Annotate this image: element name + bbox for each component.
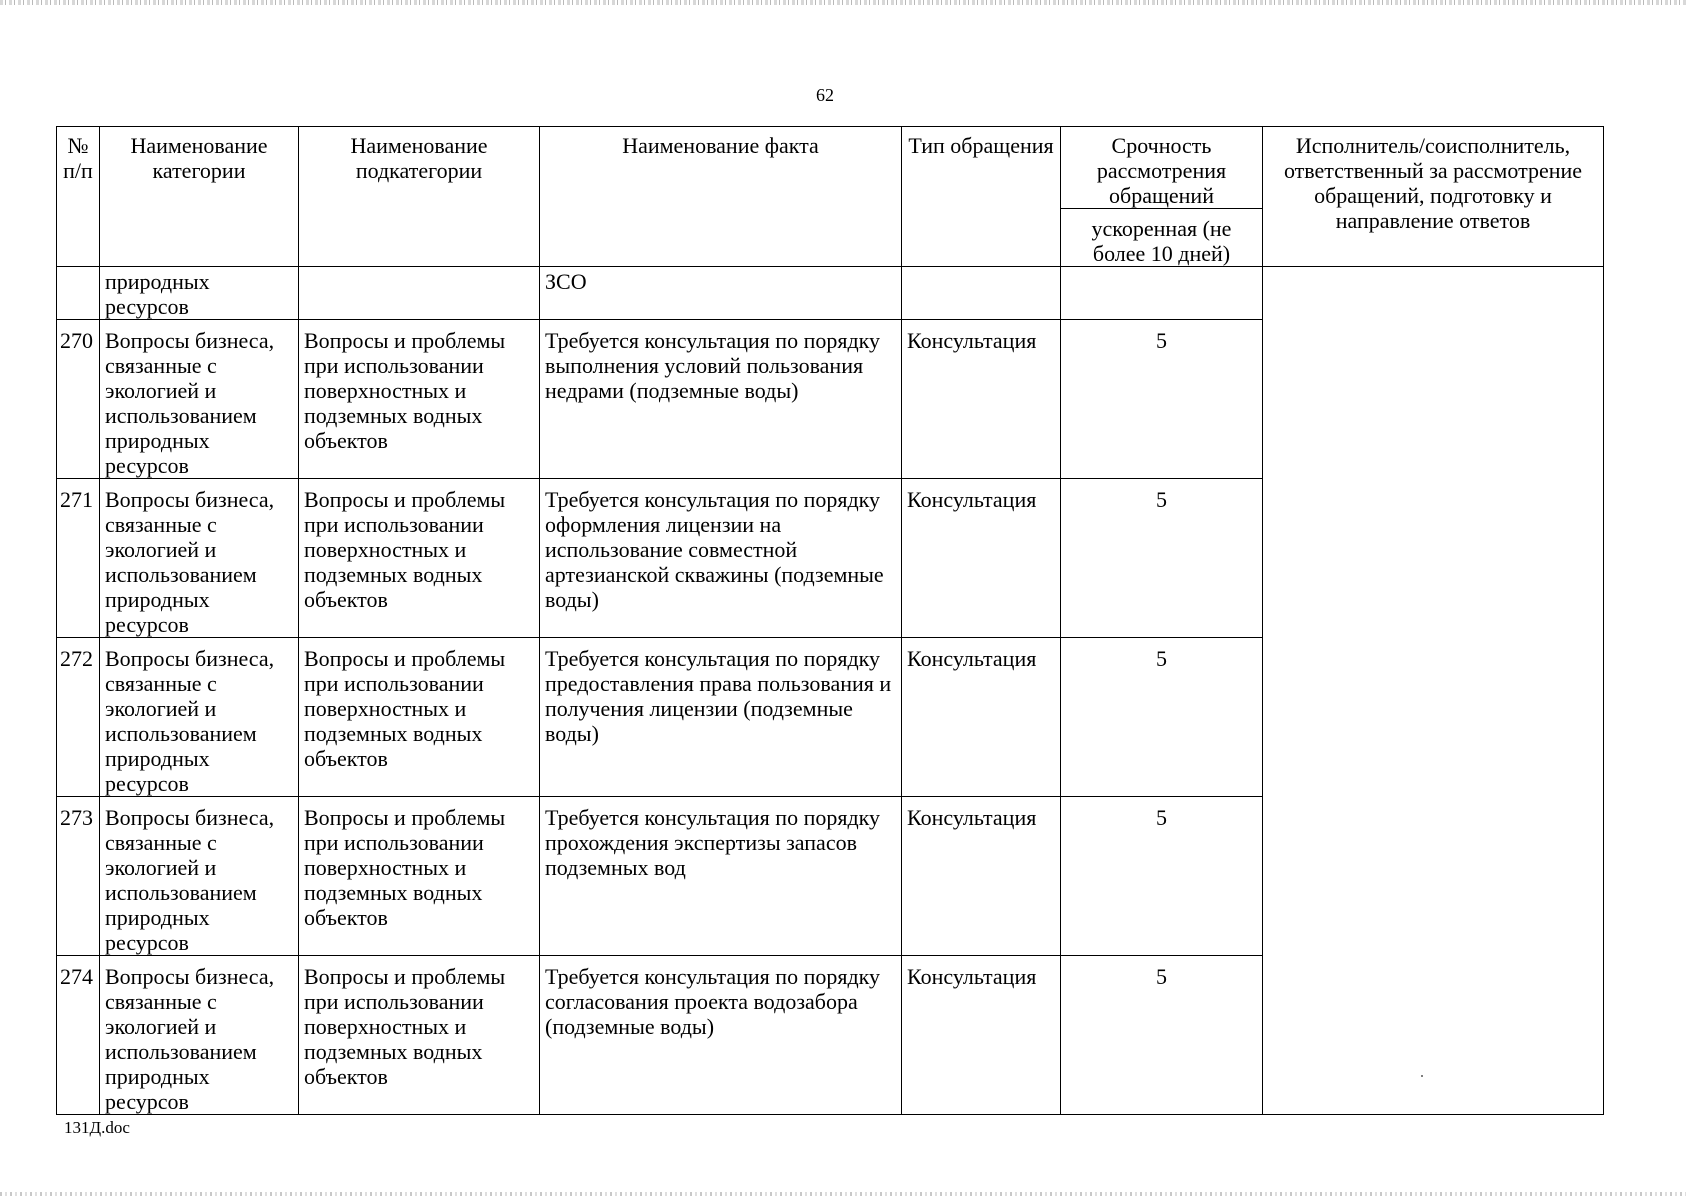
cell-urgency	[1061, 267, 1263, 320]
cell-category: Вопросы бизнеса, связанные с экологией и использованием природных ресурсов	[100, 638, 299, 797]
cell-fact: Требуется консультация по порядку согласования проекта водозабора (подземные воды)	[540, 956, 902, 1115]
cell-fact: Требуется консультация по порядку выполнения условий пользования недрами (подземные воды)	[540, 320, 902, 479]
cell-fact: Требуется консультация по порядку предоставления права пользования и получения лицензии (подземные воды)	[540, 638, 902, 797]
cell-subcategory: Вопросы и проблемы при использовании поверхностных и подземных водных объектов	[299, 320, 540, 479]
cell-urgency: 5	[1061, 479, 1263, 638]
cell-subcategory: Вопросы и проблемы при использовании поверхностных и подземных водных объектов	[299, 956, 540, 1115]
cell-category: природных ресурсов	[100, 267, 299, 320]
cell-category: Вопросы бизнеса, связанные с экологией и использованием природных ресурсов	[100, 479, 299, 638]
cell-subcategory: Вопросы и проблемы при использовании поверхностных и подземных водных объектов	[299, 479, 540, 638]
cell-fact: Требуется консультация по порядку прохождения экспертизы запасов подземных вод	[540, 797, 902, 956]
cell-subcategory	[299, 267, 540, 320]
table-row-continuation	[57, 267, 1604, 320]
cell-category: Вопросы бизнеса, связанные с экологией и использованием природных ресурсов	[100, 797, 299, 956]
cell-num: 271	[57, 479, 100, 638]
appeals-table	[56, 126, 1604, 1115]
cell-fact: Требуется консультация по порядку оформления лицензии на использование совместной артезианской скважины (подземные воды)	[540, 479, 902, 638]
cell-type: Консультация	[902, 479, 1061, 638]
cell-type	[902, 267, 1061, 320]
header-num: № п/п	[57, 127, 100, 267]
cell-urgency: 5	[1061, 797, 1263, 956]
cell-executor	[1263, 267, 1604, 1115]
header-category: Наименование категории	[100, 127, 299, 267]
page-number: 62	[816, 85, 834, 105]
cell-subcategory: Вопросы и проблемы при использовании поверхностных и подземных водных объектов	[299, 638, 540, 797]
cell-num: 272	[57, 638, 100, 797]
scan-edge-top	[0, 0, 1686, 5]
cell-type: Консультация	[902, 638, 1061, 797]
scan-speck	[1421, 1075, 1423, 1077]
cell-type: Консультация	[902, 956, 1061, 1115]
table-body	[57, 267, 1604, 1115]
scan-edge-bottom	[0, 1192, 1686, 1196]
footer-filename: 131Д.doc	[64, 1118, 130, 1137]
cell-fact: ЗСО	[540, 267, 902, 320]
header-type: Тип обращения	[902, 127, 1061, 267]
cell-urgency: 5	[1061, 320, 1263, 479]
cell-num: 273	[57, 797, 100, 956]
cell-type: Консультация	[902, 797, 1061, 956]
cell-num: 274	[57, 956, 100, 1115]
cell-num: 270	[57, 320, 100, 479]
cell-type: Консультация	[902, 320, 1061, 479]
header-urgency: Срочность рассмотрения обращений	[1061, 127, 1263, 209]
cell-urgency: 5	[1061, 638, 1263, 797]
cell-urgency: 5	[1061, 956, 1263, 1115]
cell-subcategory: Вопросы и проблемы при использовании поверхностных и подземных водных объектов	[299, 797, 540, 956]
header-fact: Наименование факта	[540, 127, 902, 267]
header-executor: Исполнитель/соисполнитель, ответственный за рассмотрение обращений, подготовку и направление ответов	[1263, 127, 1604, 267]
header-urgency-accelerated: ускоренная (не более 10 дней)	[1061, 209, 1263, 267]
cell-category: Вопросы бизнеса, связанные с экологией и использованием природных ресурсов	[100, 956, 299, 1115]
cell-category: Вопросы бизнеса, связанные с экологией и использованием природных ресурсов	[100, 320, 299, 479]
cell-num	[57, 267, 100, 320]
header-subcategory: Наименование подкатегории	[299, 127, 540, 267]
